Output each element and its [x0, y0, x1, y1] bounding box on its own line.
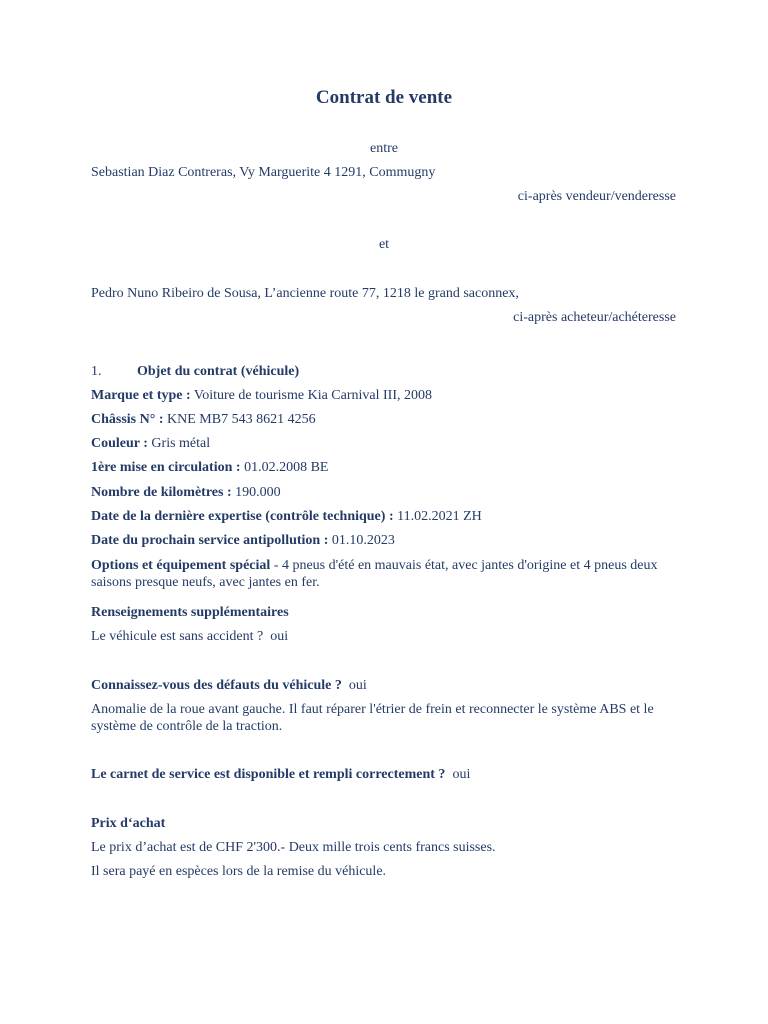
seller-line: Sebastian Diaz Contreras, Vy Marguerite 4 1291, Commugny: [91, 165, 436, 180]
between-text: entre: [370, 141, 398, 156]
defects-question: Connaissez-vous des défauts du véhicule ?: [91, 678, 342, 693]
section-number: 1.: [91, 364, 102, 379]
price-line-2: Il sera payé en espèces lors de la remise du véhicule.: [91, 864, 387, 879]
extra-info-heading: [91, 604, 289, 622]
field-value: 11.02.2021 ZH: [397, 509, 482, 524]
field-value: 190.000: [235, 485, 281, 500]
field-make: [91, 387, 432, 405]
service-book-row: [91, 766, 470, 784]
accident-question-row: [91, 628, 288, 646]
defects-detail: Anomalie de la roue avant gauche. Il faut réparer l'étrier de frein et reconnecter le système ABS et le système de contrôle de la traction.: [91, 702, 654, 734]
field-value: 01.10.2023: [331, 533, 395, 548]
field-value: Voiture de tourisme Kia Carnival III, 2008: [193, 388, 432, 403]
field-label: Couleur :: [91, 436, 148, 451]
section-1-heading: [91, 363, 299, 381]
field-last-inspection: [91, 508, 482, 526]
page-title: Contrat de vente: [315, 87, 453, 108]
price-heading: [91, 815, 165, 833]
field-value: 01.02.2008 BE: [244, 460, 329, 475]
field-options: [91, 557, 671, 591]
and-text: et: [378, 237, 390, 252]
defects-question-row: [91, 677, 367, 695]
service-book-question: Le carnet de service est disponible et rempli correctement ?: [91, 767, 446, 782]
price-line-1: Le prix d’achat est de CHF 2'300.- Deux mille trois cents francs suisses.: [91, 840, 496, 855]
defects-answer: oui: [348, 678, 367, 693]
field-first-registration: [91, 459, 328, 477]
field-value: KNE MB7 543 8621 4256: [167, 412, 316, 427]
field-next-service: [91, 532, 395, 550]
buyer-line: Pedro Nuno Ribeiro de Sousa, L’ancienne route 77, 1218 le grand saconnex,: [91, 286, 519, 301]
field-label: 1ère mise en circulation :: [91, 460, 241, 475]
field-value: - 4 pneus d'été en mauvais état, avec jantes d'origine et 4 pneus deux saisons presque neufs, avec jantes en fer.: [91, 558, 658, 590]
field-label: Marque et type :: [91, 388, 191, 403]
seller-role: ci-après vendeur/venderesse: [517, 189, 676, 204]
accident-answer: oui: [270, 629, 289, 644]
buyer-role: ci-après acheteur/achéteresse: [513, 310, 676, 325]
field-chassis: [91, 411, 316, 429]
field-kilometers: [91, 484, 281, 502]
price-title: Prix d‘achat: [91, 816, 166, 831]
section-title: Objet du contrat (véhicule): [137, 364, 300, 379]
field-label: Châssis N° :: [91, 412, 164, 427]
field-color: [91, 435, 210, 453]
service-book-answer: oui: [452, 767, 471, 782]
field-label: Nombre de kilomètres :: [91, 485, 232, 500]
extra-info-title: Renseignements supplémentaires: [91, 605, 289, 620]
field-label: Date du prochain service antipollution :: [91, 533, 329, 548]
field-value: Gris métal: [151, 436, 211, 451]
field-label: Options et équipement spécial: [91, 558, 271, 573]
field-label: Date de la dernière expertise (contrôle technique) :: [91, 509, 394, 524]
accident-question: Le véhicule est sans accident ?: [91, 629, 264, 644]
